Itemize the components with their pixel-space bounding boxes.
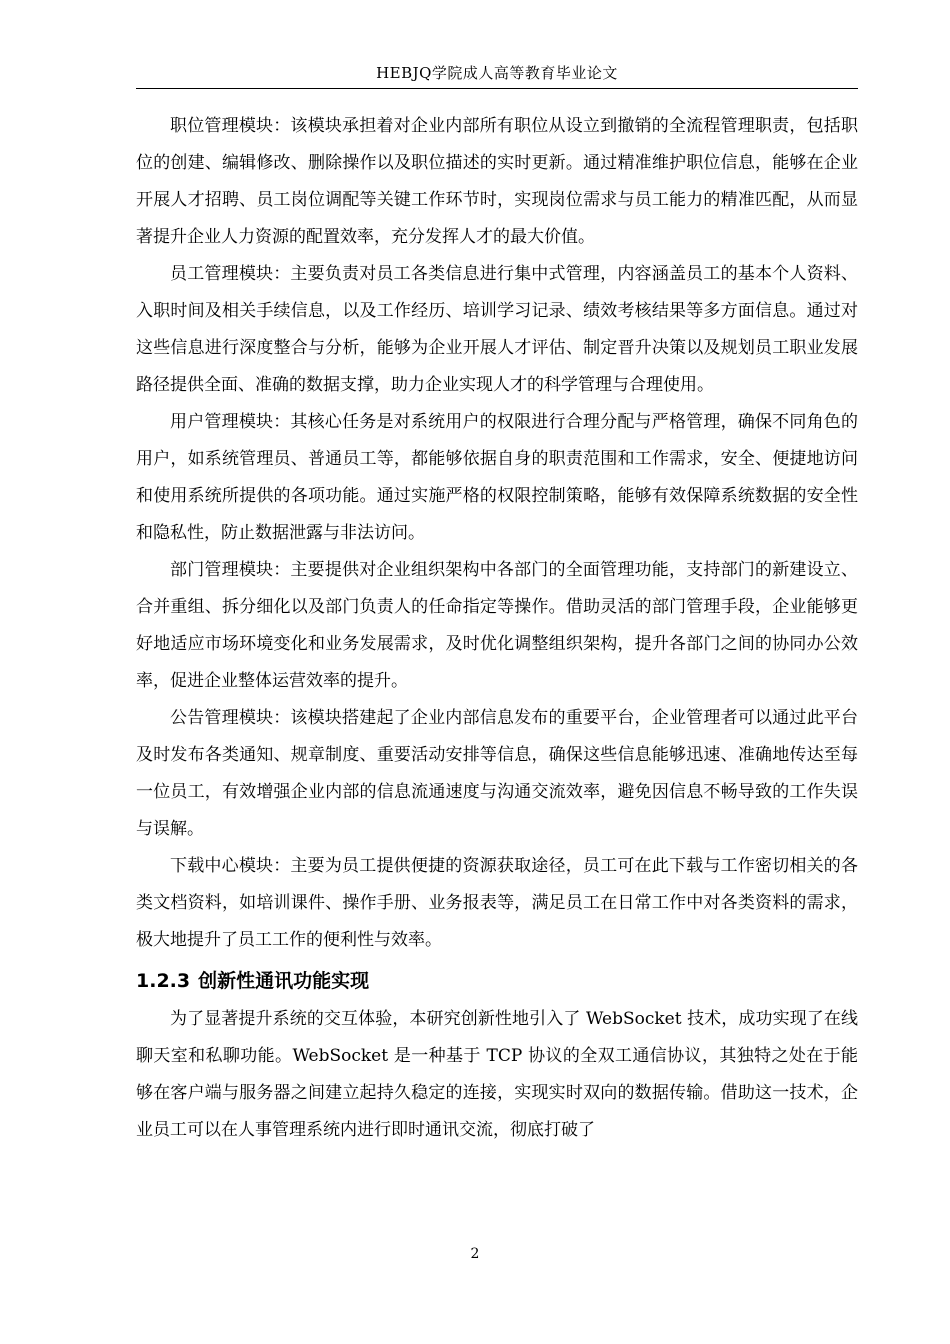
paragraph-websocket: 为了显著提升系统的交互体验，本研究创新性地引入了 WebSocket 技术，成功实现了在线聊天室和私聊功能。WebSocket 是一种基于 TCP 协议的全双工通信协议，其独特之处在于能够在客户端与服务器之间建立起持久稳定的连接，实现实时双向的数据传输。借助这一技术，企业员工可以在人事管理系统内进行即时通讯交流，彻底打破了 xyxy=(136,1009,858,1140)
paragraph-department-management: 部门管理模块：主要提供对企业组织架构中各部门的全面管理功能，支持部门的新建设立、合并重组、拆分细化以及部门负责人的任命指定等操作。借助灵活的部门管理手段，企业能够更好地适应市场环境变化和业务发展需求，及时优化调整组织架构，提升各部门之间的协同办公效率，促进企业整体运营效率的提升。 xyxy=(136,560,858,691)
page-body xyxy=(136,108,858,1149)
header-rule xyxy=(136,88,858,89)
running-header: HEBJQ学院成人高等教育毕业论文 xyxy=(376,64,618,82)
paragraph-download-center: 下载中心模块：主要为员工提供便捷的资源获取途径，员工可在此下载与工作密切相关的各类文档资料，如培训课件、操作手册、业务报表等，满足员工在日常工作中对各类资料的需求，极大地提升了员工工作的便利性与效率。 xyxy=(136,856,858,950)
page-number: 2 xyxy=(470,1246,480,1262)
paragraph-user-management: 用户管理模块：其核心任务是对系统用户的权限进行合理分配与严格管理，确保不同角色的用户，如系统管理员、普通员工等，都能够依据自身的职责范围和工作需求，安全、便捷地访问和使用系统所提供的各项功能。通过实施严格的权限控制策略，能够有效保障系统数据的安全性和隐私性，防止数据泄露与非法访问。 xyxy=(136,412,858,543)
section-number: 1.2.3 xyxy=(136,970,191,992)
paragraph-employee-management: 员工管理模块：主要负责对员工各类信息进行集中式管理，内容涵盖员工的基本个人资料、入职时间及相关手续信息，以及工作经历、培训学习记录、绩效考核结果等多方面信息。通过对这些信息进行深度整合与分析，能够为企业开展人才评估、制定晋升决策以及规划员工职业发展路径提供全面、准确的数据支撑，助力企业实现人才的科学管理与合理使用。 xyxy=(136,264,858,395)
section-heading xyxy=(136,959,858,1001)
paragraph-announcement-management: 公告管理模块：该模块搭建起了企业内部信息发布的重要平台，企业管理者可以通过此平台及时发布各类通知、规章制度、重要活动安排等信息，确保这些信息能够迅速、准确地传达至每一位员工，有效增强企业内部的信息流通速度与沟通交流效率，避免因信息不畅导致的工作失误与误解。 xyxy=(136,708,858,839)
section-title: 创新性通讯功能实现 xyxy=(198,970,370,992)
paragraph-position-management: 职位管理模块：该模块承担着对企业内部所有职位从设立到撤销的全流程管理职责，包括职位的创建、编辑修改、删除操作以及职位描述的实时更新。通过精准维护职位信息，能够在企业开展人才招聘、员工岗位调配等关键工作环节时，实现岗位需求与员工能力的精准匹配，从而显著提升企业人力资源的配置效率，充分发挥人才的最大价值。 xyxy=(136,116,858,247)
